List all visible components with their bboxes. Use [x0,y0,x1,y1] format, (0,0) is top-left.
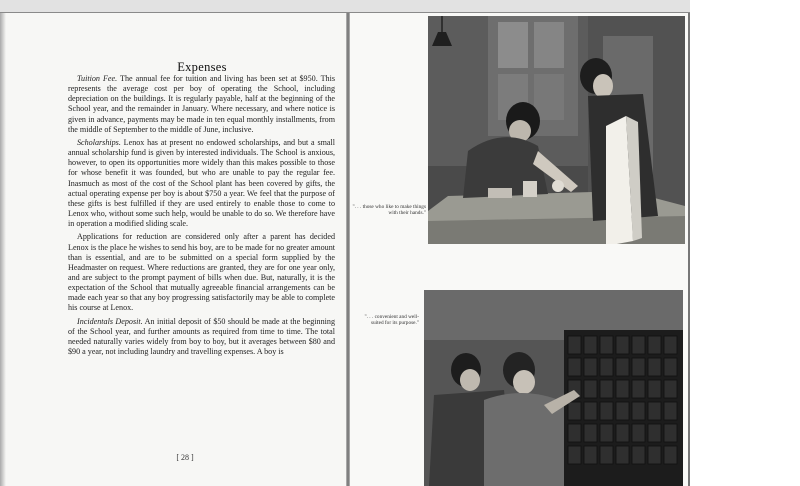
paragraph-scholarships [68,138,335,229]
boys-building-models-photo [428,16,685,244]
paragraph-lead: Tuition Fee. [77,74,118,83]
mailroom-scene-graphic [424,290,683,486]
expenses-body-text [68,74,335,360]
paragraph-tuition-fee [68,74,335,135]
photo-caption-bottom: ". . . convenient and well-suited for its purpose." [364,314,419,327]
photo-caption-top: ". . . those who like to make things with their hands." [352,204,426,217]
paragraph-text: The annual fee for tuition and living has been set at $950. This represents the average cost per boy of operating the School, including depreciation on the buildings. It is regularly payable, half at the beginning of the School year, and the remainder in January. Where necessary, and where notice is given in advance, payments may be made in ten equal monthly installments, from the middle of September to the middle of June, inclusive. [68,74,335,134]
paragraph-lead: Scholarships. [77,137,121,147]
paragraph-text: Lenox has at present no endowed scholarships, and but a small annual scholarship fund is given by interested individuals. The School is anxious, however, to open its opportunities more widely than this makes possible to those for whose benefit it was founded, but who are unable to pay the regular fee. Inasmuch as most of the cost of the School plant has been covered by gifts, the actual operating expense per boy is about $750 a year. We feel that the purpose of these gifts is best fulfilled if they are used entirely to enable those to come to Lenox who, without some such help, would be unable to do so. We therefore have in operation a modified sliding scale. [68,137,335,229]
page-heading: Expenses [177,60,227,74]
left-page-edge-shadow [0,13,6,486]
paragraph-applications [68,232,335,313]
boys-at-mailboxes-photo [424,290,683,486]
scan-margin-right [690,0,800,486]
paragraph-incidentals-deposit [68,317,335,358]
workshop-scene-graphic [428,16,685,244]
paragraph-text: An initial deposit of $50 should be made at the beginning of the School year, and further amounts as required from time to time. The total needed naturally varies widely from boy to boy, but it averages between $80 and $90 a year, not including laundry and travelling expenses. A boy is [68,316,335,357]
paragraph-text: Applications for reduction are considered only after a parent has decided Lenox is the place he wishes to send his boy, are to be made for no greater amount than is essential, and are to be submitted on a special form supplied by the Headmaster on request. Where reductions are granted, they are for one year only, and are subject to the prompt payment of bills when due. But, naturally, it is the expectation of the School that mutually agreeable financial arrangements can be made each year so that any boy progressing satisfactorily may be able to complete his course at Lenox. [68,232,335,313]
page-number: [ 28 ] [176,453,194,462]
paragraph-lead: Incidentals Deposit. [77,316,143,326]
